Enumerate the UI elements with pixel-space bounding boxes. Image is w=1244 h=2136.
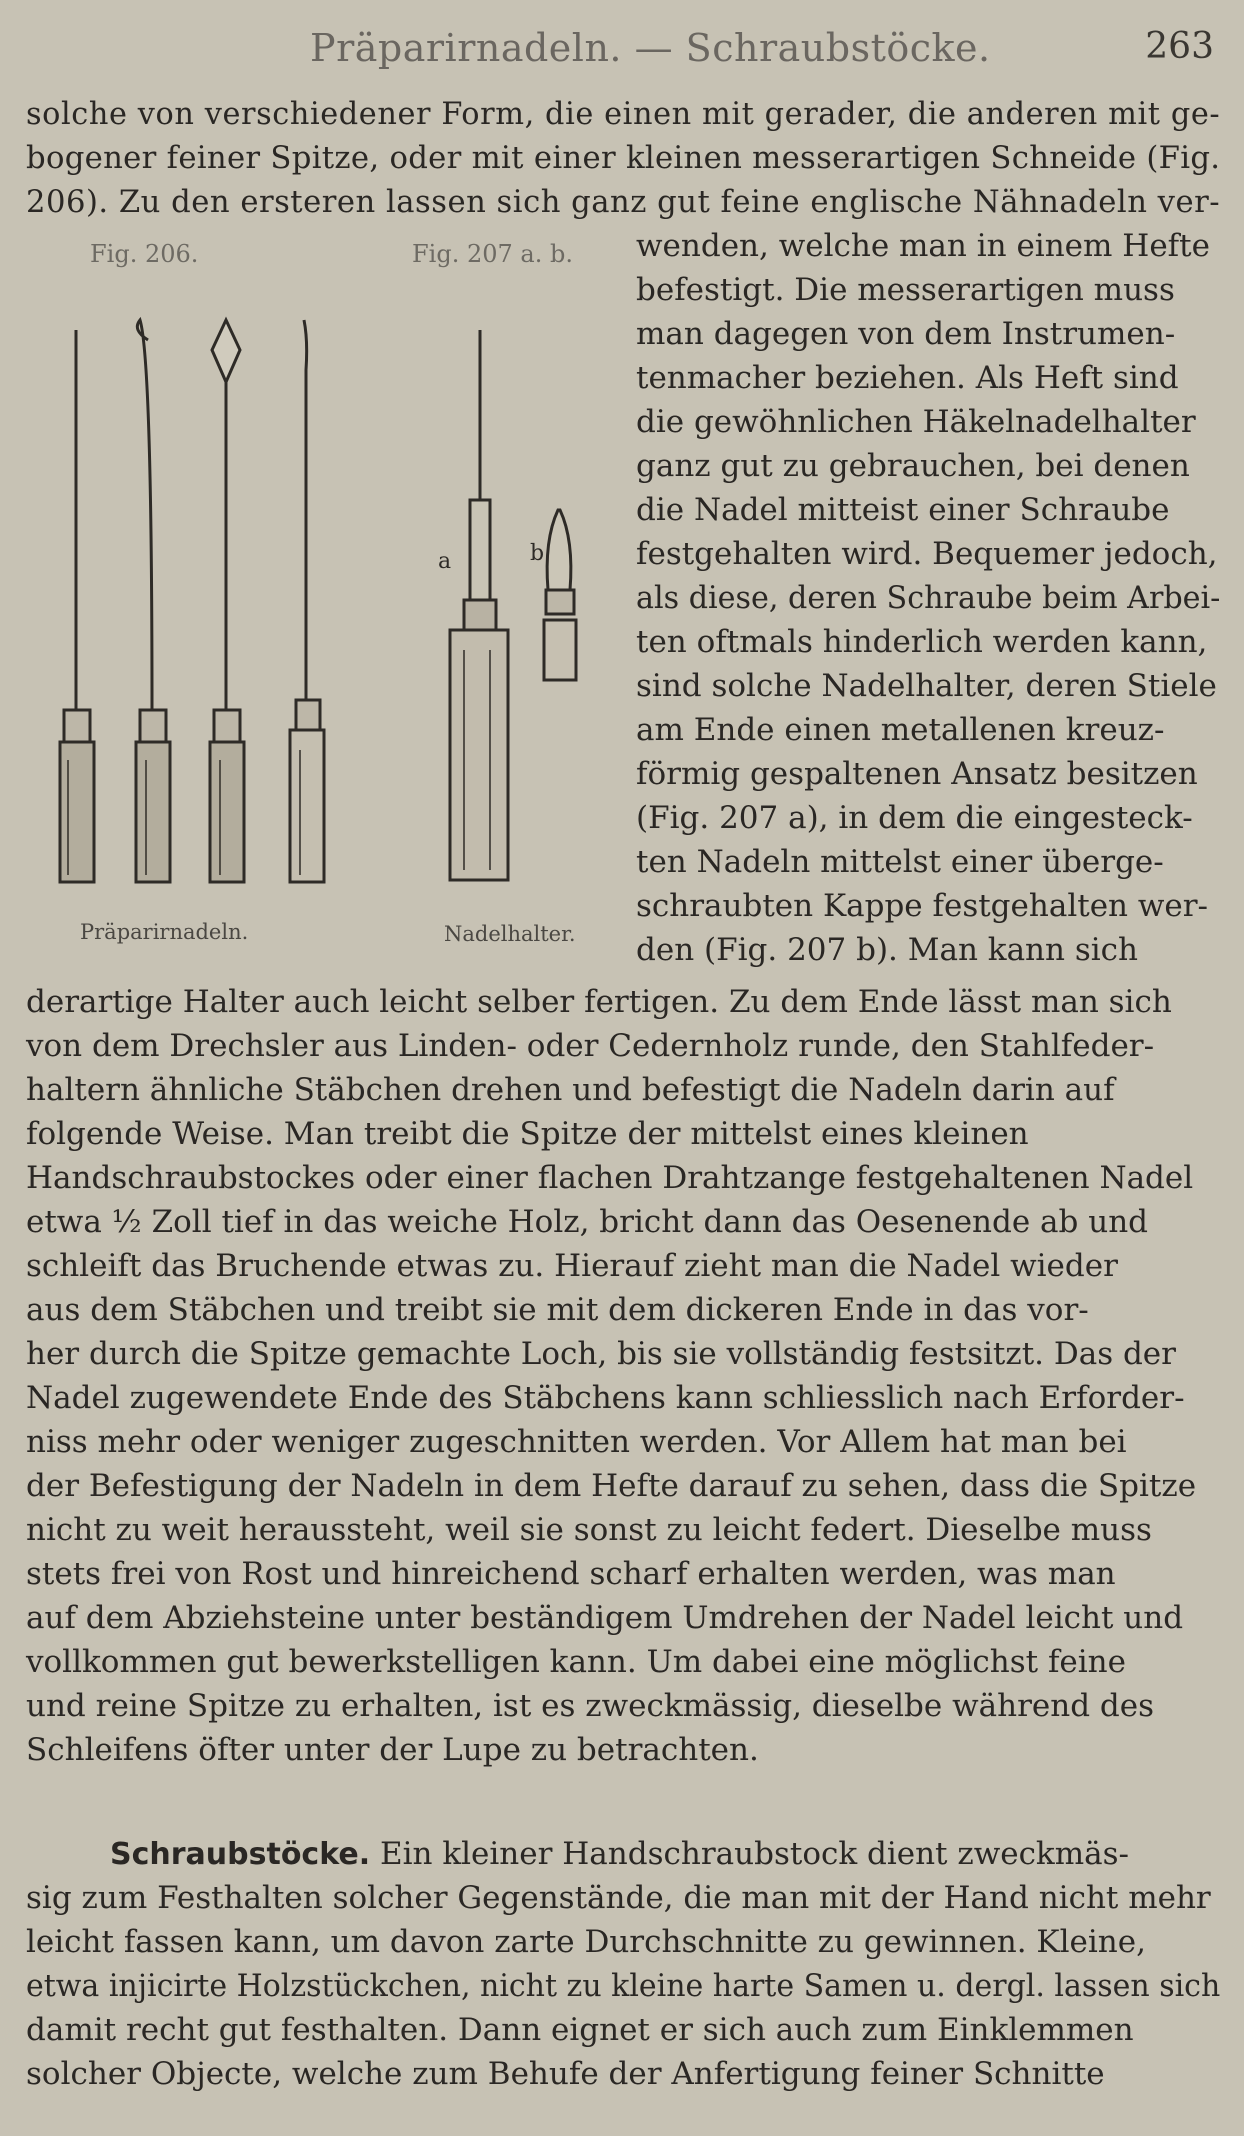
body-line: niss mehr oder weniger zugeschnitten werden. Vor Allem hat man bei xyxy=(26,1424,1127,1460)
text-line-top-3: 206). Zu den ersteren lassen sich ganz gut feine englische Nähnadeln ver- xyxy=(26,184,1221,220)
preparation-needle-1 xyxy=(60,330,94,882)
side-line: tenmacher beziehen. Als Heft sind xyxy=(636,360,1179,396)
section-line: sig zum Festhalten solcher Gegenstände, die man mit der Hand nicht mehr xyxy=(26,1880,1211,1916)
body-line: Nadel zugewendete Ende des Stäbchens kann schliesslich nach Erforder- xyxy=(26,1380,1185,1416)
needle-holder-a xyxy=(450,330,508,880)
body-line: Handschraubstockes oder einer flachen Drahtzange festgehaltenen Nadel xyxy=(26,1160,1194,1196)
side-line: die gewöhnlichen Häkelnadelhalter xyxy=(636,404,1196,440)
body-line: von dem Drechsler aus Linden- oder Cedernholz runde, den Stahlfeder- xyxy=(26,1028,1155,1064)
side-line: die Nadel mitteist einer Schraube xyxy=(636,492,1170,528)
body-line: schleift das Bruchende etwas zu. Hierauf zieht man die Nadel wieder xyxy=(26,1248,1118,1284)
section-heading: Schraubstöcke. xyxy=(110,1837,371,1872)
body-line: her durch die Spitze gemachte Loch, bis sie vollständig festsitzt. Das der xyxy=(26,1336,1176,1372)
side-line: sind solche Nadelhalter, deren Stiele xyxy=(636,668,1217,704)
section-line: solcher Objecte, welche zum Behufe der Anfertigung feiner Schnitte xyxy=(26,2056,1105,2092)
label-b: b xyxy=(530,541,545,566)
body-line: haltern ähnliche Stäbchen drehen und befestigt die Nadeln darin auf xyxy=(26,1072,1115,1108)
text-line-top-1: solche von verschiedener Form, die einen mit gerader, die anderen mit ge- xyxy=(26,96,1221,132)
running-head: Präparirnadeln. — Schraubstöcke. xyxy=(310,26,991,70)
page-header xyxy=(0,22,1244,72)
caption-nadelhalter: Nadelhalter. xyxy=(444,922,576,946)
side-line: den (Fig. 207 b). Man kann sich xyxy=(636,932,1138,968)
body-line: Schleifens öfter unter der Lupe zu betrachten. xyxy=(26,1732,759,1768)
side-line: ganz gut zu gebrauchen, bei denen xyxy=(636,448,1190,484)
side-line: förmig gespaltenen Ansatz besitzen xyxy=(636,756,1198,792)
fig-206-label: Fig. 206. xyxy=(90,240,199,268)
preparation-needle-4 xyxy=(290,320,324,882)
side-line: wenden, welche man in einem Hefte xyxy=(636,228,1210,264)
side-line: (Fig. 207 a), in dem die eingesteck- xyxy=(636,800,1193,836)
body-line: folgende Weise. Man treibt die Spitze der mittelst eines kleinen xyxy=(26,1116,1029,1152)
body-line: vollkommen gut bewerkstelligen kann. Um dabei eine möglichst feine xyxy=(26,1644,1126,1680)
side-line: am Ende einen metallenen kreuz- xyxy=(636,712,1165,748)
body-line: etwa ½ Zoll tief in das weiche Holz, bricht dann das Oesenende ab und xyxy=(26,1204,1149,1240)
section-line: leicht fassen kann, um davon zarte Durchschnitte zu gewinnen. Kleine, xyxy=(26,1924,1146,1960)
side-line: man dagegen von dem Instrumen- xyxy=(636,316,1176,352)
body-line: und reine Spitze zu erhalten, ist es zweckmässig, dieselbe während des xyxy=(26,1688,1155,1724)
side-line: ten oftmals hinderlich werden kann, xyxy=(636,624,1208,660)
side-line: schraubten Kappe festgehalten wer- xyxy=(636,888,1209,924)
side-line: festgehalten wird. Bequemer jedoch, xyxy=(636,536,1218,572)
side-line: befestigt. Die messerartigen muss xyxy=(636,272,1175,308)
body-line: stets frei von Rost und hinreichend scharf erhalten werden, was man xyxy=(26,1556,1116,1592)
section-first-line-text: Ein kleiner Handschraubstock dient zweckmäs- xyxy=(379,1836,1129,1872)
label-a: a xyxy=(438,549,452,574)
text-line-top-2: bogener feiner Spitze, oder mit einer kleinen messerartigen Schneide (Fig. xyxy=(26,140,1221,176)
caption-praeparirnadeln: Präparirnadeln. xyxy=(80,920,249,944)
page-number: 263 xyxy=(1145,26,1214,67)
body-line: derartige Halter auch leicht selber fertigen. Zu dem Ende lässt man sich xyxy=(26,984,1172,1020)
side-line: als diese, deren Schraube beim Arbei- xyxy=(636,580,1221,616)
body-line: aus dem Stäbchen und treibt sie mit dem dickeren Ende in das vor- xyxy=(26,1292,1089,1328)
section-line: etwa injicirte Holzstückchen, nicht zu kleine harte Samen u. dergl. lassen sich xyxy=(26,1968,1221,2004)
side-line: ten Nadeln mittelst einer überge- xyxy=(636,844,1164,880)
body-line: auf dem Abziehsteine unter beständigem Umdrehen der Nadel leicht und xyxy=(26,1600,1184,1636)
fig-207-label: Fig. 207 a. b. xyxy=(412,240,573,268)
preparation-needle-2 xyxy=(136,320,170,882)
body-line: der Befestigung der Nadeln in dem Hefte darauf zu sehen, dass die Spitze xyxy=(26,1468,1197,1504)
preparation-needle-3 xyxy=(210,320,244,882)
figure-illustration xyxy=(40,300,600,900)
body-line: nicht zu weit heraussteht, weil sie sonst zu leicht federt. Dieselbe muss xyxy=(26,1512,1152,1548)
needle-illustration xyxy=(40,300,600,900)
section-line: damit recht gut festhalten. Dann eignet er sich auch zum Einklemmen xyxy=(26,2012,1134,2048)
screw-cap-b xyxy=(544,510,576,680)
section-first-line xyxy=(110,1832,1129,1877)
